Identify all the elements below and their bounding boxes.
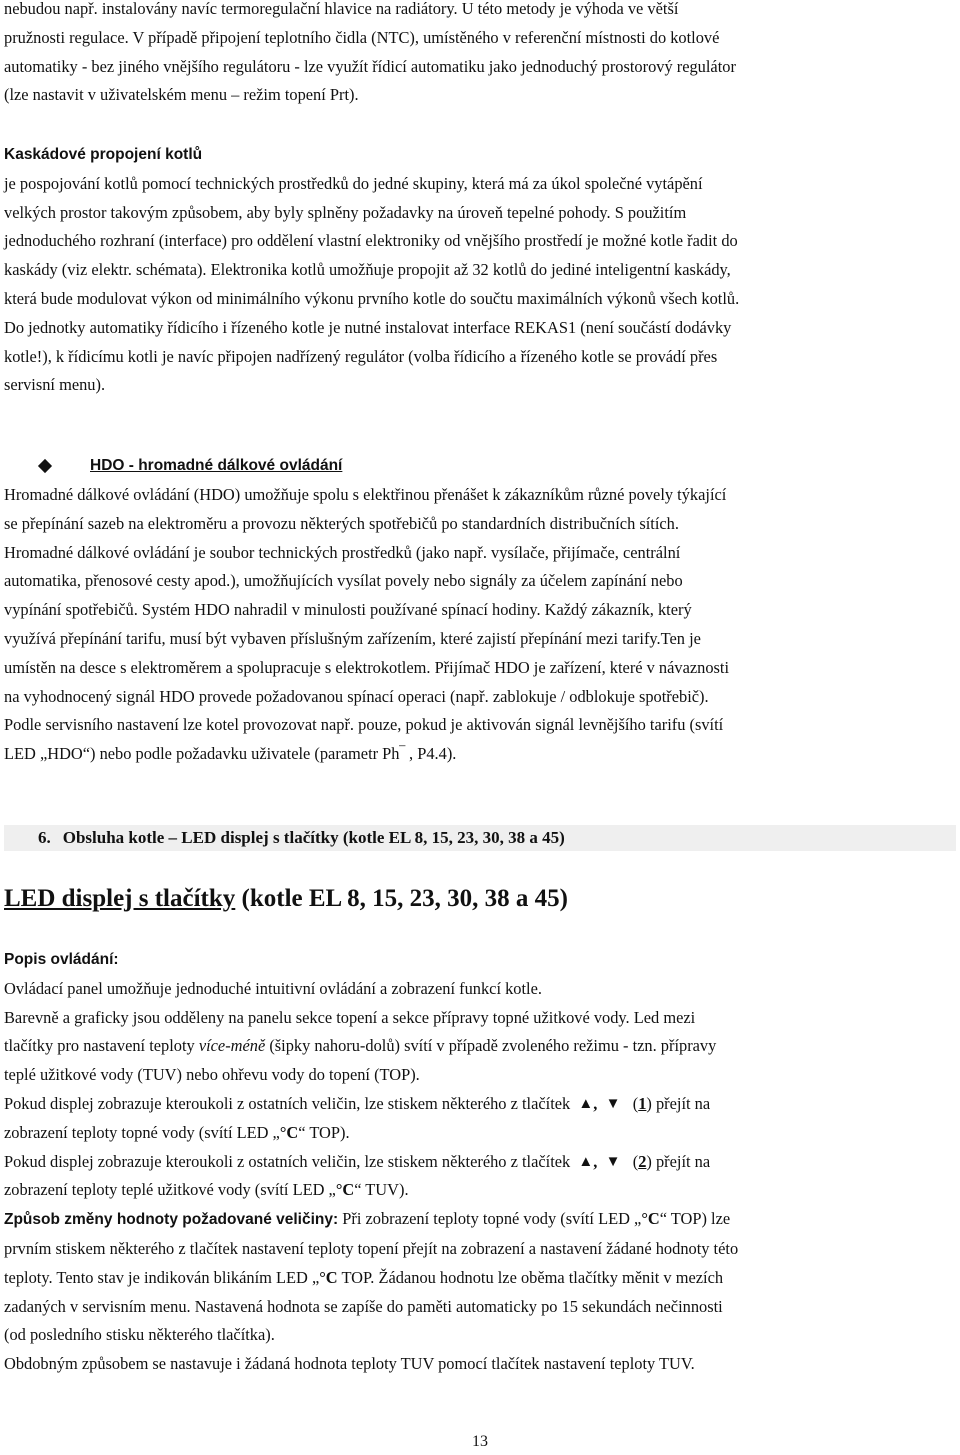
text-line: automatiky - bez jiného vnějšího regulátoru - lze využít řídicí automatiku jako jednoduchý prostorový regulátor: [4, 56, 736, 76]
text-line: Ovládací panel umožňuje jednoduché intuitivní ovládání a zobrazení funkcí kotle.: [4, 978, 542, 998]
text-line: tlačítky pro nastavení teploty více-méně (šipky nahoru-dolů) svítí v případě zvoleného režimu - tzn. přípravy: [4, 1036, 717, 1056]
text-line: LED „HDO“) nebo podle požadavku uživatele (parametr Ph‾ , P4.4).: [4, 744, 457, 764]
text-line: teplé užitkové vody (TUV) nebo ohřevu vody do topení (TOP).: [4, 1065, 420, 1085]
text-line: (od posledního stisku některého tlačítka).: [4, 1325, 275, 1345]
led-section: [4, 946, 956, 1379]
hdo-section: [4, 451, 956, 769]
text-line: zobrazení teploty teplé užitkové vody (svítí LED „°C“ TUV).: [4, 1180, 409, 1200]
hdo-heading: HDO - hromadné dálkové ovládání: [90, 457, 343, 474]
section-6-heading: [4, 825, 956, 851]
text-line: umístěn na desce s elektroměrem a spolupracuje s elektrokotlem. Přijímač HDO je zařízení, které v návaznosti: [4, 657, 730, 677]
text-line: Hromadné dálkové ovládání (HDO) umožňuje spolu s elektřinou přenášet k zákazníkům různé povely týkající: [4, 485, 727, 504]
section-title: Obsluha kotle – LED displej s tlačítky (kotle EL 8, 15, 23, 30, 38 a 45): [62, 828, 565, 847]
text-line: Podle servisního nastavení lze kotel provozovat např. pouze, pokud je aktivován signál levnějšího tarifu (svítí: [4, 715, 724, 735]
diamond-bullet-icon: [38, 459, 52, 473]
arrow-up-icon: ▲: [578, 1153, 594, 1170]
text-line: jednoduchého rozhraní (interface) pro oddělení vlastní elektroniky od vnějšího prostředí je možné kotle řadit do: [4, 231, 738, 251]
text-line: Hromadné dálkové ovládání je soubor technických prostředků (jako např. vysílače, přijímače, centrální: [4, 542, 681, 562]
intro-paragraph: [4, 0, 956, 110]
text-line: Způsob změny hodnoty požadované veličiny: Při zobrazení teploty topné vody (svítí LED „°C“ TOP) lze: [4, 1209, 731, 1229]
led-title: LED displej s tlačítky (kotle EL 8, 15, 23, 30, 38 a 45): [4, 885, 568, 912]
text-line: kotle!), k řídicímu kotli je navíc připojen nadřízený regulátor (volba řídicího a řízeného kotle se provádí přes: [4, 346, 718, 366]
text-line: která bude modulovat výkon od minimálního výkonu prvního kotle do součtu maximálních výkonů všech kotlů.: [4, 288, 740, 308]
text-line: zobrazení teploty topné vody (svítí LED „°C“ TOP).: [4, 1122, 350, 1142]
text-line: je pospojování kotlů pomocí technických prostředků do jedné skupiny, která má za úkol společné vytápění: [4, 173, 703, 193]
text-line: využívá přepínání tarifu, musí být vybaven příslušným zařízením, které zajistí přepínání mezi tarify.Ten je: [4, 628, 701, 648]
text-line: Do jednotky automatiky řídicího i řízeného kotle je nutné instalovat interface REKAS1 (není součástí dodávky: [4, 317, 732, 337]
page-number: 13: [472, 1433, 488, 1450]
text-line: Pokud displej zobrazuje kteroukoli z ostatních veličin, lze stiskem některého z tlačítek ▲, ▼ (1) přejít na: [4, 1090, 956, 1119]
text-line: nebudou např. instalovány navíc termoregulační hlavice na radiátory. U této metody je výhoda ve větší: [4, 0, 679, 18]
cascade-section: [4, 141, 956, 400]
arrow-up-icon: ▲: [578, 1095, 594, 1112]
text-line: zadaných v servisním menu. Nastavená hodnota se zapíše do paměti automaticky po 15 sekundách nečinnosti: [4, 1296, 723, 1316]
text-line: Barevně a graficky jsou odděleny na panelu sekce topení a sekce přípravy topné užitkové vody. Led mezi: [4, 1007, 696, 1027]
arrow-down-icon: ▼: [605, 1153, 621, 1170]
text-line: pružnosti regulace. V případě připojení teplotního čidla (NTC), umístěného v referenční místnosti do kotlové: [4, 27, 720, 47]
controls-heading: Popis ovládání:: [4, 951, 119, 968]
text-line: na vyhodnocený signál HDO provede požadovanou spínací operaci (např. zablokuje / odblokuje spotřebič).: [4, 686, 709, 706]
text-line: teploty. Tento stav je indikován blikáním LED „°C TOP. Žádanou hodnotu lze oběma tlačítky měnit v mezích: [4, 1267, 724, 1287]
text-line: (lze nastavit v uživatelském menu – režim topení Prt).: [4, 85, 359, 105]
text-line: servisní menu).: [4, 375, 106, 395]
arrow-down-icon: ▼: [605, 1095, 621, 1112]
section-number: 6.: [38, 828, 51, 847]
hdo-heading-row: [4, 451, 956, 481]
text-line: prvním stiskem některého z tlačítek nastavení teploty topení přejít na zobrazení a nastavení žádané hodnoty této: [4, 1238, 739, 1258]
text-line: Pokud displej zobrazuje kteroukoli z ostatních veličin, lze stiskem některého z tlačítek ▲, ▼ (2) přejít na: [4, 1148, 956, 1177]
text-line: velkých prostor takovým způsobem, aby byly splněny požadavky na úroveň tepelné pohody. S použitím: [4, 202, 687, 222]
text-line: automatika, přenosové cesty apod.), umožňujících vysílat povely nebo signály za účelem zapínání nebo: [4, 571, 683, 591]
text-line: se přepínání sazeb na elektroměru a provozu některých spotřebičů po standardních distribučních sítích.: [4, 513, 679, 533]
text-line: Obdobným způsobem se nastavuje i žádaná hodnota teploty TUV pomocí tlačítek nastavení teploty TUV.: [4, 1354, 695, 1374]
text-line: kaskády (viz elektr. schémata). Elektronika kotlů umožňuje propojit až 32 kotlů do jediné inteligentní kaskády,: [4, 260, 731, 280]
cascade-heading: Kaskádové propojení kotlů: [4, 146, 203, 163]
text-line: vypínání spotřebičů. Systém HDO nahradil v minulosti používané spínací hodiny. Každý zákazník, který: [4, 600, 692, 620]
